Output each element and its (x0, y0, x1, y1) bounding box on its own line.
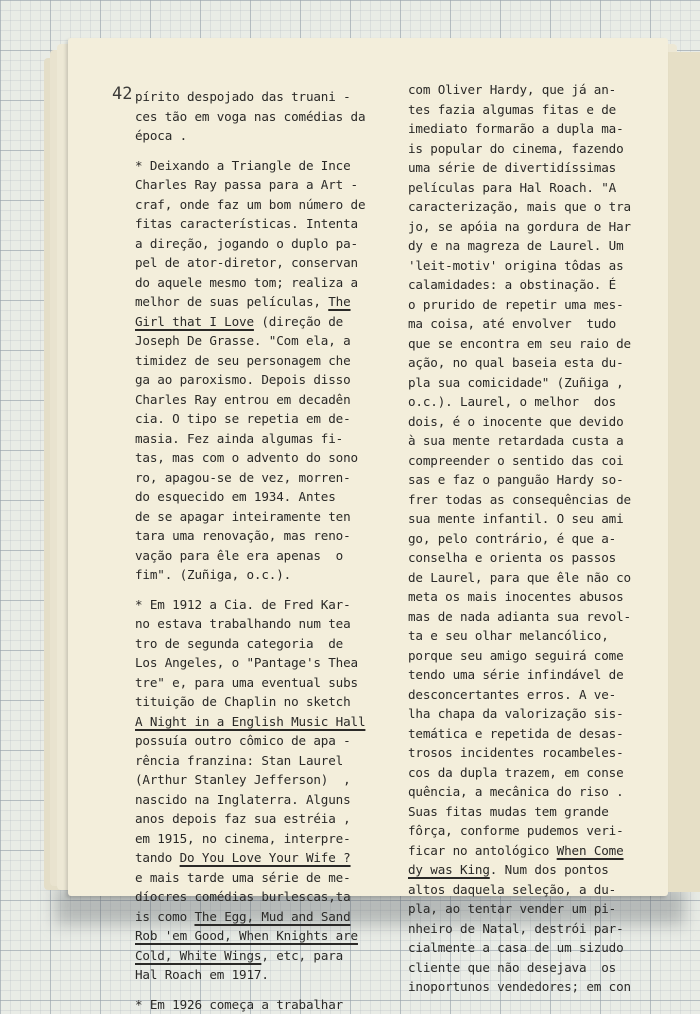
text-line (408, 938, 631, 958)
text-fragment: de Laurel, para que êle não co (408, 570, 631, 585)
text-fragment: compreender o sentido das coi (408, 453, 624, 468)
text-fragment: tre" e, para uma eventual subs (135, 675, 358, 690)
text-line (408, 197, 631, 217)
text-fragment: fitas características. Intenta (135, 216, 358, 231)
text-line (135, 868, 365, 888)
text-fragment: ga ao paroxismo. Depois disso (135, 372, 351, 387)
text-fragment: Suas fitas mudas tem grande (408, 804, 609, 819)
text-fragment: tes fazia algumas fitas e de (408, 102, 616, 117)
underlined-title: When Come (557, 843, 624, 858)
text-fragment: Charles Ray entrou em decadên (135, 392, 351, 407)
text-fragment: pírito despojado das truani - (135, 89, 351, 104)
text-fragment: masia. Fez ainda algumas fi- (135, 431, 343, 446)
text-fragment: à sua mente retardada custa a (408, 433, 624, 448)
text-line (408, 568, 631, 588)
text-fragment: * Em 1912 a Cia. de Fred Kar- (135, 597, 351, 612)
text-line (135, 448, 365, 468)
underlined-title: A Night in a English Music Hall (135, 714, 365, 729)
text-line (135, 653, 365, 673)
text-fragment: nascido na Inglaterra. Alguns (135, 792, 351, 807)
text-fragment: jo, se apóia na gordura de Har (408, 219, 631, 234)
text-line (408, 80, 631, 100)
text-fragment: go, pelo contrário, é que a- (408, 531, 616, 546)
text-fragment: lha chapa da valorização sis- (408, 706, 624, 721)
text-fragment: de se apagar inteiramente ten (135, 509, 351, 524)
text-line (135, 712, 365, 732)
text-line (135, 351, 365, 371)
text-line (135, 107, 365, 127)
text-line (408, 139, 631, 159)
text-line (135, 195, 365, 215)
text-line (408, 587, 631, 607)
text-fragment: do esquecido em 1934. Antes (135, 489, 336, 504)
text-line (408, 802, 631, 822)
text-fragment: pla, ao tentar vender um pi- (408, 901, 616, 916)
text-line (408, 353, 631, 373)
text-line (135, 731, 365, 751)
text-line (135, 809, 365, 829)
text-line (408, 217, 631, 237)
text-fragment: díocres comédias burlescas,ta (135, 889, 351, 904)
text-fragment: sua mente infantil. O seu ami (408, 511, 624, 526)
text-line (135, 331, 365, 351)
text-fragment: is como (135, 909, 194, 924)
text-fragment: o.c.). Laurel, o melhor dos (408, 394, 616, 409)
text-fragment: tro de segunda categoria de (135, 636, 343, 651)
text-line (135, 770, 365, 790)
text-line (408, 451, 631, 471)
text-fragment: calamidades: a obstinação. É (408, 277, 616, 292)
text-fragment: tas, mas com o advento do sono (135, 450, 358, 465)
text-fragment: (direção de (254, 314, 343, 329)
text-fragment: Charles Ray passa para a Art - (135, 177, 358, 192)
text-fragment: imediato formarão a dupla ma- (408, 121, 624, 136)
text-line (408, 490, 631, 510)
text-fragment: tando (135, 850, 180, 865)
text-line (408, 100, 631, 120)
text-line (135, 214, 365, 234)
text-line (135, 429, 365, 449)
text-fragment: ro, apagou-se de vez, morren- (135, 470, 351, 485)
text-line (135, 565, 365, 585)
text-fragment: dy e na magreza de Laurel. Um (408, 238, 624, 253)
text-fragment: tituição de Chaplin no sketch (135, 694, 351, 709)
text-line (408, 821, 631, 841)
text-fragment: películas para Hal Roach. "A (408, 180, 616, 195)
text-line (408, 236, 631, 256)
text-line (135, 312, 365, 332)
paragraph-gap (135, 146, 365, 156)
text-line (135, 409, 365, 429)
text-line (408, 607, 631, 627)
text-line (135, 887, 365, 907)
underlined-title: Girl that I Love (135, 314, 254, 329)
text-line (135, 848, 365, 868)
text-fragment: tara uma renovação, mas reno- (135, 528, 351, 543)
text-line (408, 334, 631, 354)
underlined-title: The Egg, Mud and Sand (194, 909, 350, 924)
text-line (408, 178, 631, 198)
text-fragment: temática e repetida de desas- (408, 726, 624, 741)
text-line (408, 548, 631, 568)
text-line (135, 468, 365, 488)
text-line (408, 275, 631, 295)
text-line (408, 412, 631, 432)
text-fragment: , etc, para (261, 948, 343, 963)
text-line (135, 487, 365, 507)
text-line (135, 507, 365, 527)
underlined-title: dy was King (408, 862, 490, 877)
text-fragment: cia. O tipo se repetia em de- (135, 411, 351, 426)
text-line (408, 880, 631, 900)
right-text-column (408, 80, 631, 997)
text-line (408, 373, 631, 393)
text-fragment: rência franzina: Stan Laurel (135, 753, 343, 768)
text-fragment: * Deixando a Triangle de Ince (135, 158, 351, 173)
text-line (135, 829, 365, 849)
text-fragment: Los Angeles, o "Pantage's Thea (135, 655, 358, 670)
text-line (408, 919, 631, 939)
text-line (135, 634, 365, 654)
text-line (408, 743, 631, 763)
paragraph-gap (135, 585, 365, 595)
text-fragment: nheiro de Natal, destrói par- (408, 921, 624, 936)
text-fragment: dois, é o inocente que devido (408, 414, 624, 429)
text-line (135, 595, 365, 615)
text-fragment: pla sua comicidade" (Zuñiga , (408, 375, 624, 390)
text-line (408, 119, 631, 139)
text-line (408, 958, 631, 978)
text-line (408, 724, 631, 744)
text-fragment: com Oliver Hardy, que já an- (408, 82, 616, 97)
text-fragment: e mais tarde uma série de me- (135, 870, 351, 885)
text-fragment: inoportunos vendedores; em con (408, 979, 631, 994)
text-line (408, 646, 631, 666)
text-line (135, 995, 365, 1014)
text-fragment: anos depois faz sua estréia , (135, 811, 351, 826)
text-fragment: vação para êle era apenas o (135, 548, 343, 563)
text-line (135, 234, 365, 254)
text-line (408, 529, 631, 549)
text-line (408, 392, 631, 412)
text-fragment: caracterização, mais que o tra (408, 199, 631, 214)
text-fragment: pel de ator-diretor, conservan (135, 255, 358, 270)
text-line (135, 692, 365, 712)
text-line (135, 87, 365, 107)
text-fragment: altos daquela seleção, a du- (408, 882, 616, 897)
text-line (135, 253, 365, 273)
text-fragment: ma coisa, até envolver tudo (408, 316, 616, 331)
text-line (135, 273, 365, 293)
text-line (135, 546, 365, 566)
text-line (408, 158, 631, 178)
text-fragment: em 1915, no cinema, interpre- (135, 831, 351, 846)
text-fragment: o prurido de repetir uma mes- (408, 297, 624, 312)
text-fragment: craf, onde faz um bom número de (135, 197, 365, 212)
text-line (135, 946, 365, 966)
text-line (408, 295, 631, 315)
text-fragment: cos da dupla trazem, em conse (408, 765, 624, 780)
text-line (135, 126, 365, 146)
text-fragment: tendo uma série infindável de (408, 667, 624, 682)
text-fragment: uma série de divertidíssimas (408, 160, 616, 175)
text-line (408, 977, 631, 997)
text-fragment: porque seu amigo seguirá come (408, 648, 624, 663)
text-fragment: is popular do cinema, fazendo (408, 141, 624, 156)
text-line (408, 256, 631, 276)
text-line (135, 751, 365, 771)
text-fragment: meta os mais inocentes abusos (408, 589, 624, 604)
text-fragment: cliente que não desejava os (408, 960, 616, 975)
text-fragment: época . (135, 128, 187, 143)
text-fragment: quência, a mecânica do riso . (408, 784, 624, 799)
text-fragment: ta e seu olhar melancólico, (408, 628, 609, 643)
underlined-title: Cold, White Wings (135, 948, 261, 963)
text-line (408, 665, 631, 685)
text-fragment: conselha e orienta os passos (408, 550, 616, 565)
text-fragment: ficar no antológico (408, 843, 557, 858)
text-line (408, 704, 631, 724)
text-line (408, 431, 631, 451)
left-text-column (135, 87, 365, 1014)
text-line (135, 926, 365, 946)
text-line (135, 156, 365, 176)
text-fragment: Hal Roach em 1917. (135, 967, 269, 982)
text-line (408, 899, 631, 919)
text-line (408, 509, 631, 529)
text-fragment: . Num dos pontos (490, 862, 609, 877)
text-line (135, 673, 365, 693)
text-line (408, 470, 631, 490)
text-fragment: ces tão em voga nas comédias da (135, 109, 365, 124)
text-fragment: melhor de suas películas, (135, 294, 328, 309)
text-line (408, 314, 631, 334)
text-fragment: (Arthur Stanley Jefferson) , (135, 772, 351, 787)
text-line (135, 790, 365, 810)
text-fragment: possuía outro cômico de apa - (135, 733, 351, 748)
text-fragment: a direção, jogando o duplo pa- (135, 236, 358, 251)
text-fragment: Joseph De Grasse. "Com ela, a (135, 333, 351, 348)
text-line (408, 685, 631, 705)
text-line (408, 841, 631, 861)
text-line (135, 370, 365, 390)
text-fragment: trosos incidentes rocambeles- (408, 745, 624, 760)
text-fragment: sas e faz o panguão Hardy so- (408, 472, 624, 487)
text-line (135, 614, 365, 634)
text-fragment: 'leit-motiv' origina tôdas as (408, 258, 624, 273)
text-fragment: timidez de seu personagem che (135, 353, 351, 368)
page-number: 42 (112, 84, 132, 104)
paragraph-gap (135, 985, 365, 995)
text-line (408, 860, 631, 880)
text-line (135, 526, 365, 546)
underlined-title: The (328, 294, 350, 309)
text-fragment: frer todas as consequências de (408, 492, 631, 507)
text-line (135, 390, 365, 410)
text-fragment: cialmente a casa de um sizudo (408, 940, 624, 955)
underlined-title: Rob 'em Good, When Knights are (135, 928, 358, 943)
text-fragment: ação, no qual baseia esta du- (408, 355, 624, 370)
text-line (408, 626, 631, 646)
text-line (135, 907, 365, 927)
text-line (135, 965, 365, 985)
text-fragment: mas de nada adianta sua revol- (408, 609, 631, 624)
text-fragment: desconcertantes erros. A ve- (408, 687, 616, 702)
text-fragment: fôrça, conforme pudemos veri- (408, 823, 624, 838)
text-line (135, 292, 365, 312)
text-fragment: do aquele mesmo tom; realiza a (135, 275, 358, 290)
text-line (408, 763, 631, 783)
text-fragment: * Em 1926 começa a trabalhar (135, 997, 343, 1012)
text-line (408, 782, 631, 802)
text-fragment: no estava trabalhando num tea (135, 616, 351, 631)
underlined-title: Do You Love Your Wife ? (180, 850, 351, 865)
text-fragment: fim". (Zuñiga, o.c.). (135, 567, 291, 582)
text-fragment: que se encontra em seu raio de (408, 336, 631, 351)
text-line (135, 175, 365, 195)
